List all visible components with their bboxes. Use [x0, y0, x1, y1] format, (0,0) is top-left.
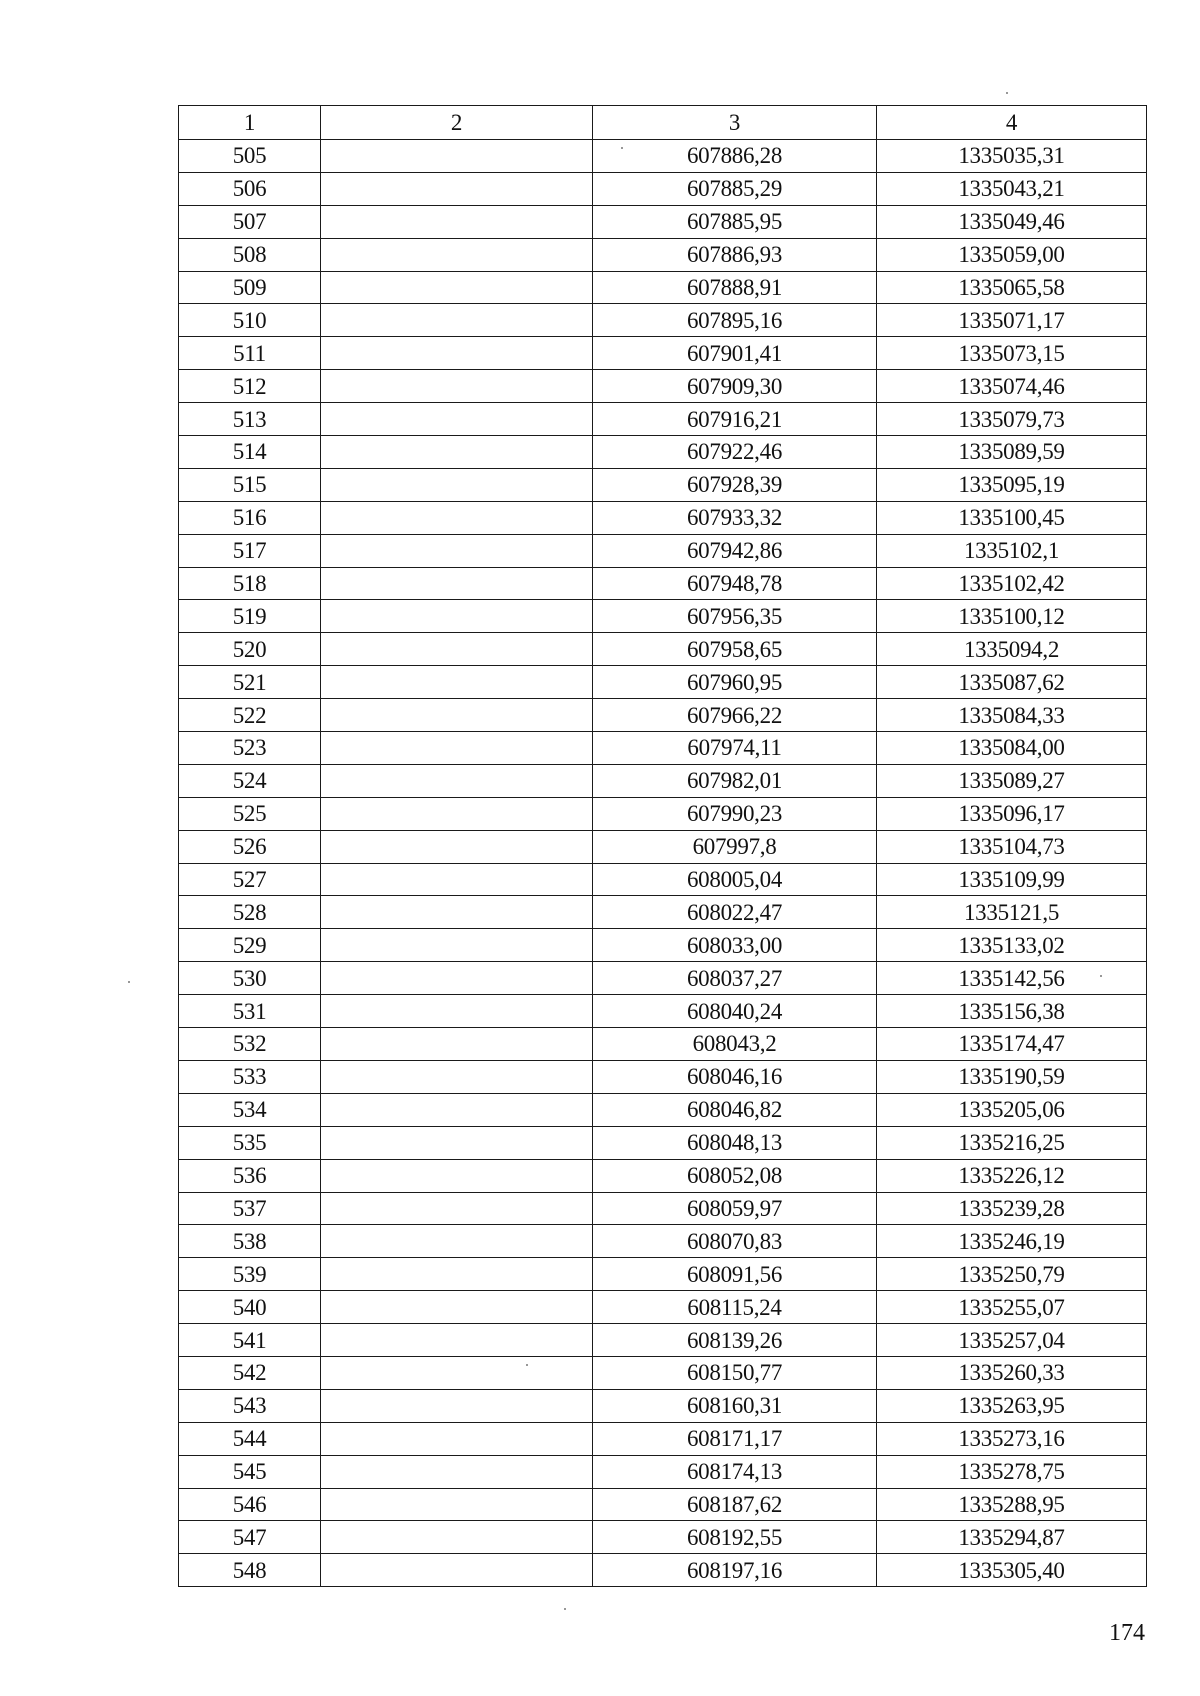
point-number-cell: 523 — [179, 732, 321, 765]
column-3-cell: 608033,00 — [593, 929, 877, 962]
table-row — [179, 337, 1147, 370]
table-row — [179, 600, 1147, 633]
point-number-cell: 525 — [179, 797, 321, 830]
column-4-cell: 1335100,12 — [877, 600, 1147, 633]
column-3-cell: 608115,24 — [593, 1291, 877, 1324]
column-4-cell: 1335260,33 — [877, 1356, 1147, 1389]
column-3-cell: 608046,16 — [593, 1060, 877, 1093]
point-number-cell: 512 — [179, 370, 321, 403]
table-row — [179, 896, 1147, 929]
point-number-cell: 545 — [179, 1455, 321, 1488]
column-2-cell — [321, 797, 593, 830]
point-number-cell: 514 — [179, 436, 321, 469]
table-row — [179, 501, 1147, 534]
point-number-cell: 516 — [179, 501, 321, 534]
table-row — [179, 962, 1147, 995]
column-2-cell — [321, 699, 593, 732]
column-3-cell: 607933,32 — [593, 501, 877, 534]
scan-speck — [526, 1364, 528, 1366]
column-2-cell — [321, 1126, 593, 1159]
table-row — [179, 1159, 1147, 1192]
column-3-cell: 608037,27 — [593, 962, 877, 995]
column-4-cell: 1335035,31 — [877, 140, 1147, 173]
column-4-cell: 1335084,33 — [877, 699, 1147, 732]
column-header-3: 3 — [593, 106, 877, 140]
point-number-cell: 541 — [179, 1324, 321, 1357]
scan-speck — [128, 981, 130, 983]
column-4-cell: 1335102,1 — [877, 534, 1147, 567]
column-2-cell — [321, 534, 593, 567]
column-2-cell — [321, 1422, 593, 1455]
column-4-cell: 1335096,17 — [877, 797, 1147, 830]
point-number-cell: 524 — [179, 764, 321, 797]
point-number-cell: 513 — [179, 403, 321, 436]
point-number-cell: 547 — [179, 1521, 321, 1554]
column-4-cell: 1335156,38 — [877, 995, 1147, 1028]
point-number-cell: 543 — [179, 1389, 321, 1422]
table-row — [179, 1225, 1147, 1258]
column-3-cell: 608022,47 — [593, 896, 877, 929]
column-4-cell: 1335109,99 — [877, 863, 1147, 896]
table-row — [179, 370, 1147, 403]
table-row — [179, 436, 1147, 469]
column-2-cell — [321, 633, 593, 666]
table-row — [179, 403, 1147, 436]
point-number-cell: 532 — [179, 1028, 321, 1061]
point-number-cell: 548 — [179, 1554, 321, 1587]
column-2-cell — [321, 830, 593, 863]
column-2-cell — [321, 1455, 593, 1488]
column-4-cell: 1335071,17 — [877, 304, 1147, 337]
column-2-cell — [321, 403, 593, 436]
column-3-cell: 608174,13 — [593, 1455, 877, 1488]
column-2-cell — [321, 1324, 593, 1357]
table-row — [179, 140, 1147, 173]
table-row — [179, 1389, 1147, 1422]
scan-speck — [1100, 975, 1102, 977]
table-row — [179, 238, 1147, 271]
column-2-cell — [321, 666, 593, 699]
table-row — [179, 1192, 1147, 1225]
coordinates-table — [178, 105, 1147, 1587]
table-row — [179, 1060, 1147, 1093]
column-4-cell: 1335074,46 — [877, 370, 1147, 403]
point-number-cell: 539 — [179, 1258, 321, 1291]
column-3-cell: 608040,24 — [593, 995, 877, 1028]
column-2-cell — [321, 962, 593, 995]
column-4-cell: 1335073,15 — [877, 337, 1147, 370]
column-3-cell: 607997,8 — [593, 830, 877, 863]
column-2-cell — [321, 501, 593, 534]
table-body — [179, 140, 1147, 1587]
column-4-cell: 1335102,42 — [877, 567, 1147, 600]
column-2-cell — [321, 1028, 593, 1061]
column-4-cell: 1335190,59 — [877, 1060, 1147, 1093]
column-3-cell: 607974,11 — [593, 732, 877, 765]
column-3-cell: 608052,08 — [593, 1159, 877, 1192]
column-2-cell — [321, 238, 593, 271]
point-number-cell: 519 — [179, 600, 321, 633]
scan-speck — [1006, 92, 1008, 94]
column-header-4: 4 — [877, 106, 1147, 140]
column-3-cell: 607982,01 — [593, 764, 877, 797]
column-3-cell: 608070,83 — [593, 1225, 877, 1258]
column-3-cell: 608048,13 — [593, 1126, 877, 1159]
point-number-cell: 535 — [179, 1126, 321, 1159]
table-row — [179, 1488, 1147, 1521]
column-4-cell: 1335246,19 — [877, 1225, 1147, 1258]
table-row — [179, 863, 1147, 896]
table-row — [179, 205, 1147, 238]
table-row — [179, 929, 1147, 962]
column-2-cell — [321, 436, 593, 469]
table-row — [179, 468, 1147, 501]
column-4-cell: 1335049,46 — [877, 205, 1147, 238]
column-2-cell — [321, 172, 593, 205]
table-row — [179, 304, 1147, 337]
point-number-cell: 522 — [179, 699, 321, 732]
column-4-cell: 1335305,40 — [877, 1554, 1147, 1587]
point-number-cell: 537 — [179, 1192, 321, 1225]
point-number-cell: 510 — [179, 304, 321, 337]
point-number-cell: 546 — [179, 1488, 321, 1521]
column-4-cell: 1335084,00 — [877, 732, 1147, 765]
table-row — [179, 732, 1147, 765]
column-4-cell: 1335121,5 — [877, 896, 1147, 929]
table-row — [179, 1554, 1147, 1587]
column-2-cell — [321, 337, 593, 370]
column-3-cell: 608139,26 — [593, 1324, 877, 1357]
point-number-cell: 518 — [179, 567, 321, 600]
point-number-cell: 542 — [179, 1356, 321, 1389]
table-row — [179, 1521, 1147, 1554]
column-3-cell: 607901,41 — [593, 337, 877, 370]
column-2-cell — [321, 1291, 593, 1324]
column-3-cell: 607885,95 — [593, 205, 877, 238]
point-number-cell: 533 — [179, 1060, 321, 1093]
column-4-cell: 1335250,79 — [877, 1258, 1147, 1291]
column-4-cell: 1335142,56 — [877, 962, 1147, 995]
column-2-cell — [321, 1389, 593, 1422]
scan-speck — [621, 147, 623, 149]
column-4-cell: 1335094,2 — [877, 633, 1147, 666]
column-2-cell — [321, 370, 593, 403]
column-3-cell: 608043,2 — [593, 1028, 877, 1061]
table-row — [179, 666, 1147, 699]
point-number-cell: 505 — [179, 140, 321, 173]
scan-speck — [564, 1608, 566, 1610]
column-3-cell: 607909,30 — [593, 370, 877, 403]
column-3-cell: 608150,77 — [593, 1356, 877, 1389]
point-number-cell: 536 — [179, 1159, 321, 1192]
column-3-cell: 607888,91 — [593, 271, 877, 304]
column-4-cell: 1335087,62 — [877, 666, 1147, 699]
table-row — [179, 797, 1147, 830]
column-3-cell: 608091,56 — [593, 1258, 877, 1291]
column-4-cell: 1335239,28 — [877, 1192, 1147, 1225]
point-number-cell: 529 — [179, 929, 321, 962]
point-number-cell: 508 — [179, 238, 321, 271]
column-4-cell: 1335288,95 — [877, 1488, 1147, 1521]
column-2-cell — [321, 764, 593, 797]
column-3-cell: 607922,46 — [593, 436, 877, 469]
column-3-cell: 607916,21 — [593, 403, 877, 436]
table-header — [179, 106, 1147, 140]
point-number-cell: 544 — [179, 1422, 321, 1455]
column-2-cell — [321, 995, 593, 1028]
table-row — [179, 830, 1147, 863]
column-2-cell — [321, 1258, 593, 1291]
column-3-cell: 607958,65 — [593, 633, 877, 666]
point-number-cell: 534 — [179, 1093, 321, 1126]
table-row — [179, 567, 1147, 600]
column-4-cell: 1335273,16 — [877, 1422, 1147, 1455]
column-4-cell: 1335095,19 — [877, 468, 1147, 501]
table-row — [179, 1324, 1147, 1357]
column-4-cell: 1335174,47 — [877, 1028, 1147, 1061]
column-3-cell: 607948,78 — [593, 567, 877, 600]
point-number-cell: 530 — [179, 962, 321, 995]
column-2-cell — [321, 1225, 593, 1258]
point-number-cell: 507 — [179, 205, 321, 238]
column-2-cell — [321, 1093, 593, 1126]
column-4-cell: 1335226,12 — [877, 1159, 1147, 1192]
column-header-2: 2 — [321, 106, 593, 140]
column-2-cell — [321, 1356, 593, 1389]
column-3-cell: 608171,17 — [593, 1422, 877, 1455]
column-3-cell: 607886,93 — [593, 238, 877, 271]
table-row — [179, 172, 1147, 205]
point-number-cell: 517 — [179, 534, 321, 567]
page-number: 174 — [1109, 1620, 1145, 1646]
column-2-cell — [321, 468, 593, 501]
column-4-cell: 1335100,45 — [877, 501, 1147, 534]
header-row — [179, 106, 1147, 140]
table-row — [179, 534, 1147, 567]
point-number-cell: 528 — [179, 896, 321, 929]
column-3-cell: 608046,82 — [593, 1093, 877, 1126]
column-2-cell — [321, 1521, 593, 1554]
table-row — [179, 1356, 1147, 1389]
point-number-cell: 527 — [179, 863, 321, 896]
column-4-cell: 1335059,00 — [877, 238, 1147, 271]
column-3-cell: 608005,04 — [593, 863, 877, 896]
table-row — [179, 1093, 1147, 1126]
column-4-cell: 1335133,02 — [877, 929, 1147, 962]
table-row — [179, 1126, 1147, 1159]
column-3-cell: 607886,28 — [593, 140, 877, 173]
point-number-cell: 531 — [179, 995, 321, 1028]
column-2-cell — [321, 205, 593, 238]
column-3-cell: 608192,55 — [593, 1521, 877, 1554]
column-2-cell — [321, 929, 593, 962]
column-3-cell: 608197,16 — [593, 1554, 877, 1587]
column-2-cell — [321, 140, 593, 173]
point-number-cell: 540 — [179, 1291, 321, 1324]
column-4-cell: 1335065,58 — [877, 271, 1147, 304]
point-number-cell: 526 — [179, 830, 321, 863]
column-2-cell — [321, 1488, 593, 1521]
table-row — [179, 271, 1147, 304]
table-row — [179, 1258, 1147, 1291]
point-number-cell: 538 — [179, 1225, 321, 1258]
column-2-cell — [321, 1159, 593, 1192]
column-4-cell: 1335089,59 — [877, 436, 1147, 469]
column-3-cell: 607966,22 — [593, 699, 877, 732]
table-row — [179, 1422, 1147, 1455]
column-3-cell: 607956,35 — [593, 600, 877, 633]
point-number-cell: 506 — [179, 172, 321, 205]
column-4-cell: 1335079,73 — [877, 403, 1147, 436]
column-4-cell: 1335255,07 — [877, 1291, 1147, 1324]
column-3-cell: 607885,29 — [593, 172, 877, 205]
table-row — [179, 699, 1147, 732]
column-2-cell — [321, 1192, 593, 1225]
column-4-cell: 1335263,95 — [877, 1389, 1147, 1422]
column-4-cell: 1335257,04 — [877, 1324, 1147, 1357]
table-row — [179, 1455, 1147, 1488]
column-4-cell: 1335278,75 — [877, 1455, 1147, 1488]
column-2-cell — [321, 600, 593, 633]
table-row — [179, 995, 1147, 1028]
column-4-cell: 1335043,21 — [877, 172, 1147, 205]
column-4-cell: 1335294,87 — [877, 1521, 1147, 1554]
column-2-cell — [321, 863, 593, 896]
column-3-cell: 608187,62 — [593, 1488, 877, 1521]
column-2-cell — [321, 1554, 593, 1587]
column-2-cell — [321, 896, 593, 929]
column-3-cell: 607942,86 — [593, 534, 877, 567]
column-3-cell: 607928,39 — [593, 468, 877, 501]
column-3-cell: 608059,97 — [593, 1192, 877, 1225]
column-3-cell: 607895,16 — [593, 304, 877, 337]
table-row — [179, 764, 1147, 797]
column-4-cell: 1335216,25 — [877, 1126, 1147, 1159]
column-4-cell: 1335089,27 — [877, 764, 1147, 797]
point-number-cell: 521 — [179, 666, 321, 699]
point-number-cell: 509 — [179, 271, 321, 304]
column-2-cell — [321, 732, 593, 765]
column-2-cell — [321, 1060, 593, 1093]
column-2-cell — [321, 304, 593, 337]
column-4-cell: 1335104,73 — [877, 830, 1147, 863]
column-header-1: 1 — [179, 106, 321, 140]
table-row — [179, 1291, 1147, 1324]
point-number-cell: 520 — [179, 633, 321, 666]
column-2-cell — [321, 271, 593, 304]
column-3-cell: 607960,95 — [593, 666, 877, 699]
table-row — [179, 1028, 1147, 1061]
column-4-cell: 1335205,06 — [877, 1093, 1147, 1126]
column-3-cell: 607990,23 — [593, 797, 877, 830]
point-number-cell: 515 — [179, 468, 321, 501]
column-2-cell — [321, 567, 593, 600]
table-row — [179, 633, 1147, 666]
point-number-cell: 511 — [179, 337, 321, 370]
column-3-cell: 608160,31 — [593, 1389, 877, 1422]
